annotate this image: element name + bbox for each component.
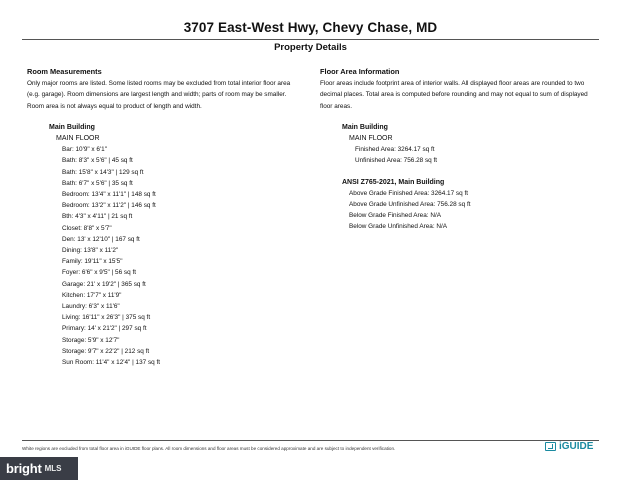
room-item: Bedroom: 13'4" x 11'1" | 148 sq ft bbox=[62, 191, 156, 199]
floor-name: MAIN FLOOR bbox=[56, 135, 100, 143]
floor-name: MAIN FLOOR bbox=[349, 135, 393, 143]
room-item: Bath: 8'3" x 5'6" | 45 sq ft bbox=[62, 157, 133, 165]
list-item: Below Grade Finished Area: N/A bbox=[349, 212, 441, 220]
room-item: Storage: 9'7" x 22'2" | 212 sq ft bbox=[62, 347, 150, 355]
floor-area-section bbox=[320, 66, 605, 233]
room-item: Storage: 5'9" x 12'7" bbox=[62, 336, 120, 344]
page-title: 3707 East-West Hwy, Chevy Chase, MD bbox=[183, 20, 438, 35]
footer-divider bbox=[22, 440, 599, 441]
description-line: floor areas. bbox=[320, 102, 352, 110]
building-name: Main Building bbox=[49, 123, 95, 131]
description-line: Only major rooms are listed. Some listed rooms may be excluded from total interior floor area bbox=[27, 80, 291, 88]
building-name: Main Building bbox=[342, 123, 388, 131]
floor-area-heading: Floor Area Information bbox=[320, 67, 400, 76]
room-item: Living: 16'11" x 26'3" | 375 sq ft bbox=[62, 314, 151, 322]
list-item: Above Grade Unfinished Area: 756.28 sq ft bbox=[349, 201, 471, 209]
room-item: Closet: 8'8" x 5'7" bbox=[62, 224, 112, 232]
room-item: Primary: 14' x 21'2" | 297 sq ft bbox=[62, 325, 147, 333]
room-item: Sun Room: 11'4" x 12'4" | 137 sq ft bbox=[62, 359, 161, 367]
floor-area-list bbox=[320, 144, 605, 166]
list-item: Finished Area: 3264.17 sq ft bbox=[355, 146, 435, 154]
room-item: Garage: 21' x 19'2" | 365 sq ft bbox=[62, 280, 146, 288]
footer-disclaimer: White regions are excluded from total floor area in iGUIDE floor plans. All room dimensions and floor areas must be considered approximate and are subject to independent verification. bbox=[22, 446, 396, 451]
room-list bbox=[27, 144, 312, 368]
list-item: Below Grade Unfinished Area: N/A bbox=[349, 223, 448, 231]
bright-mls-watermark bbox=[0, 457, 78, 480]
room-item: Dining: 13'8" x 11'2" bbox=[62, 247, 119, 255]
list-item: Unfinished Area: 756.28 sq ft bbox=[355, 157, 438, 165]
description-line: (e.g. garage). Room dimensions are largest length and width; parts of room may be smaller. bbox=[27, 91, 287, 99]
room-item: Den: 13' x 12'10" | 167 sq ft bbox=[62, 235, 140, 243]
room-measurements-section bbox=[27, 66, 312, 368]
room-item: Bath: 15'8" x 14'3" | 129 sq ft bbox=[62, 168, 144, 176]
brand-text: iGUIDE bbox=[559, 441, 594, 452]
iguide-logo-icon bbox=[545, 442, 556, 451]
room-measurements-description bbox=[27, 78, 312, 112]
room-item: Foyer: 6'6" x 9'5" | 56 sq ft bbox=[62, 269, 136, 277]
room-item: Bath: 6'7" x 5'6" | 35 sq ft bbox=[62, 179, 133, 187]
watermark-mls: MLS bbox=[44, 464, 62, 473]
description-line: decimal places. Total area is computed before rounding and may not equal to sum of displayed bbox=[320, 91, 588, 99]
room-item: Bedroom: 13'2" x 11'2" | 146 sq ft bbox=[62, 202, 156, 210]
header-divider bbox=[22, 39, 599, 40]
room-measurements-heading: Room Measurements bbox=[27, 67, 102, 76]
ansi-list bbox=[320, 188, 605, 233]
room-item: Bar: 10'9" x 6'1" bbox=[62, 146, 107, 154]
page-subtitle: Property Details bbox=[274, 42, 347, 53]
description-line: Room area is not always equal to product of length and width. bbox=[27, 102, 202, 110]
ansi-heading: ANSI Z765-2021, Main Building bbox=[342, 178, 445, 186]
room-item: Kitchen: 17'7" x 11'9" bbox=[62, 291, 122, 299]
room-item: Laundry: 6'3" x 11'6" bbox=[62, 303, 120, 311]
room-item: Family: 19'11" x 15'5" bbox=[62, 258, 123, 266]
iguide-brand bbox=[545, 441, 593, 452]
list-item: Above Grade Finished Area: 3264.17 sq ft bbox=[349, 189, 469, 197]
watermark-bright: bright bbox=[6, 461, 42, 476]
room-item: Bth: 4'3" x 4'11" | 21 sq ft bbox=[62, 213, 133, 221]
description-line: Floor areas include footprint area of interior walls. All displayed floor areas are rounded to two bbox=[320, 80, 585, 88]
floor-area-description bbox=[320, 78, 605, 112]
